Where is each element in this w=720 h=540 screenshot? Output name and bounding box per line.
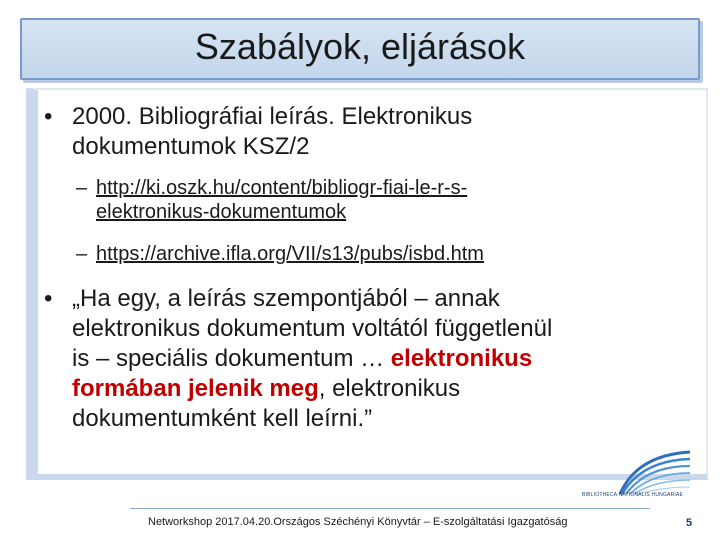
page-number: 5: [686, 517, 693, 529]
bullet-2-line-4: [72, 374, 552, 404]
link-ifla-line-1[interactable]: https://archive.ifla.org/VII/s13/pubs/isbd.htm: [96, 243, 484, 265]
logo-text: BIBLIOTHECA NATIONALIS HUNGARIAE: [582, 492, 684, 498]
link-oszk-line-2[interactable]: elektronikus-dokumentumok: [96, 201, 347, 223]
bullet-marker: •: [44, 285, 53, 312]
bullet-2: [44, 284, 664, 444]
bullet-2-line-1: „Ha egy, a leírás szempontjából – annak: [72, 285, 500, 312]
link-ifla[interactable]: [96, 242, 484, 266]
footer-text: Networkshop 2017.04.20.Országos Széchényi Könyvtár – E-szolgáltatási Igazgatóság: [148, 516, 568, 528]
bullet-1: [44, 102, 644, 166]
bullet-2-line-5: dokumentumként kell leírni.”: [72, 405, 373, 432]
bullet-2-line-3: [72, 344, 552, 374]
link-oszk-line-1[interactable]: http://ki.oszk.hu/content/bibliogr-fiai-le-r-s-: [96, 177, 468, 199]
bullet-1-text: [72, 102, 472, 162]
bullet-1-line-1: 2000. Bibliográfiai leírás. Elektronikus: [72, 103, 473, 130]
bullet-marker: •: [44, 103, 53, 130]
slide-title: Szabályok, eljárások: [194, 26, 526, 67]
library-logo-icon: [582, 446, 692, 496]
subitem-1: [76, 176, 636, 228]
bullet-2-line-2: elektronikus dokumentum voltától függetlenül: [72, 315, 553, 342]
link-oszk[interactable]: [96, 176, 467, 224]
footer-divider: [130, 508, 650, 509]
quote-highlight: elektronikus: [390, 345, 533, 372]
quote-plain: is – speciális dokumentum …: [72, 345, 391, 372]
quote-highlight: formában jelenik meg: [72, 375, 319, 402]
bullet-2-text: [72, 284, 552, 434]
subitem-2: [76, 242, 646, 268]
bullet-1-line-2: dokumentumok KSZ/2: [72, 133, 310, 160]
title-box: [20, 18, 700, 80]
dash-marker: –: [76, 177, 88, 199]
dash-marker: –: [76, 243, 88, 265]
quote-plain: , elektronikus: [318, 375, 461, 402]
